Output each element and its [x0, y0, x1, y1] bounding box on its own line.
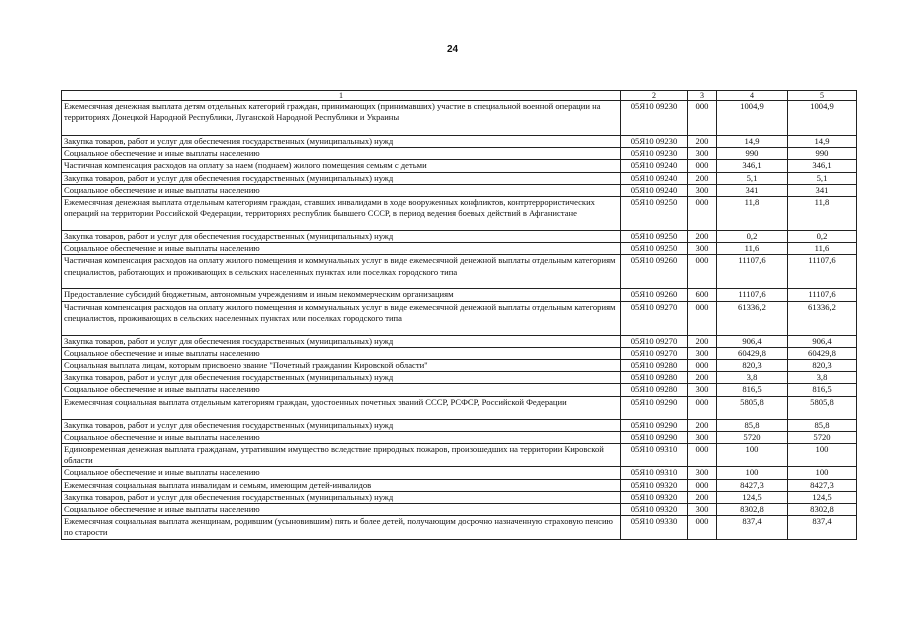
row-csr-cell: 05Я10 09260	[621, 255, 688, 289]
column-header-vr: 3	[688, 91, 717, 101]
table-row	[62, 160, 857, 172]
row-amount-2-cell: 8302,8	[788, 504, 857, 516]
row-amount-2-cell: 341	[788, 184, 857, 196]
row-name-cell: Социальное обеспечение и иные выплаты населению	[62, 431, 621, 443]
row-amount-2-cell: 820,3	[788, 360, 857, 372]
row-amount-2-cell: 100	[788, 444, 857, 467]
budget-table	[61, 90, 857, 540]
row-amount-1-cell: 816,5	[717, 384, 788, 396]
row-amount-1-cell: 100	[717, 444, 788, 467]
row-amount-1-cell: 341	[717, 184, 788, 196]
row-amount-2-cell: 61336,2	[788, 301, 857, 335]
row-csr-cell: 05Я10 09230	[621, 101, 688, 136]
row-amount-1-cell: 61336,2	[717, 301, 788, 335]
row-name-cell: Частичная компенсация расходов на оплату жилого помещения и коммунальных услуг в виде ежемесячной денежной выплаты отдельным категориям специалистов, проживающих в сельских населенных пунктах или поселках городского типа	[62, 301, 621, 335]
row-csr-cell: 05Я10 09310	[621, 444, 688, 467]
page-number: 24	[446, 44, 459, 55]
row-vr-cell: 300	[688, 504, 717, 516]
table-row	[62, 491, 857, 503]
table-row	[62, 396, 857, 419]
row-csr-cell: 05Я10 09240	[621, 184, 688, 196]
row-vr-cell: 000	[688, 360, 717, 372]
table-body	[62, 101, 857, 540]
row-vr-cell: 300	[688, 431, 717, 443]
row-csr-cell: 05Я10 09280	[621, 384, 688, 396]
row-name-cell: Социальное обеспечение и иные выплаты населению	[62, 243, 621, 255]
row-amount-1-cell: 5805,8	[717, 396, 788, 419]
row-name-cell: Закупка товаров, работ и услуг для обеспечения государственных (муниципальных) нужд	[62, 136, 621, 148]
table-row	[62, 372, 857, 384]
row-amount-1-cell: 11107,6	[717, 255, 788, 289]
row-amount-2-cell: 906,4	[788, 335, 857, 347]
row-amount-1-cell: 8302,8	[717, 504, 788, 516]
row-amount-1-cell: 5,1	[717, 172, 788, 184]
row-vr-cell: 000	[688, 160, 717, 172]
row-amount-1-cell: 60429,8	[717, 347, 788, 359]
row-vr-cell: 200	[688, 231, 717, 243]
row-amount-2-cell: 5805,8	[788, 396, 857, 419]
table-row	[62, 347, 857, 359]
row-amount-2-cell: 11107,6	[788, 289, 857, 301]
table-row	[62, 255, 857, 289]
row-amount-1-cell: 346,1	[717, 160, 788, 172]
row-vr-cell: 200	[688, 491, 717, 503]
row-amount-2-cell: 346,1	[788, 160, 857, 172]
row-name-cell: Предоставление субсидий бюджетным, автономным учреждениям и иным некоммерческим организациям	[62, 289, 621, 301]
row-name-cell: Закупка товаров, работ и услуг для обеспечения государственных (муниципальных) нужд	[62, 172, 621, 184]
row-name-cell: Социальное обеспечение и иные выплаты населению	[62, 384, 621, 396]
row-name-cell: Социальное обеспечение и иные выплаты населению	[62, 467, 621, 479]
row-amount-2-cell: 5720	[788, 431, 857, 443]
table-row	[62, 516, 857, 539]
row-csr-cell: 05Я10 09280	[621, 372, 688, 384]
table-row	[62, 197, 857, 231]
row-csr-cell: 05Я10 09310	[621, 467, 688, 479]
row-vr-cell: 300	[688, 243, 717, 255]
row-amount-1-cell: 1004,9	[717, 101, 788, 136]
row-amount-2-cell: 5,1	[788, 172, 857, 184]
table-header-row	[62, 91, 857, 101]
row-amount-1-cell: 85,8	[717, 419, 788, 431]
row-vr-cell: 300	[688, 384, 717, 396]
column-header-name: 1	[62, 91, 621, 101]
row-vr-cell: 000	[688, 396, 717, 419]
row-amount-1-cell: 5720	[717, 431, 788, 443]
row-vr-cell: 200	[688, 172, 717, 184]
table-row	[62, 431, 857, 443]
table-row	[62, 172, 857, 184]
row-csr-cell: 05Я10 09290	[621, 431, 688, 443]
row-csr-cell: 05Я10 09250	[621, 243, 688, 255]
row-vr-cell: 200	[688, 419, 717, 431]
table-row	[62, 419, 857, 431]
row-csr-cell: 05Я10 09330	[621, 516, 688, 539]
row-csr-cell: 05Я10 09280	[621, 360, 688, 372]
row-amount-2-cell: 100	[788, 467, 857, 479]
row-amount-2-cell: 1004,9	[788, 101, 857, 136]
row-amount-1-cell: 0,2	[717, 231, 788, 243]
row-csr-cell: 05Я10 09230	[621, 148, 688, 160]
row-name-cell: Закупка товаров, работ и услуг для обеспечения государственных (муниципальных) нужд	[62, 231, 621, 243]
row-name-cell: Ежемесячная социальная выплата женщинам, родившим (усыновившим) пять и более детей, получающим досрочно назначенную страховую пенсию по старости	[62, 516, 621, 539]
row-vr-cell: 600	[688, 289, 717, 301]
row-amount-2-cell: 8427,3	[788, 479, 857, 491]
row-vr-cell: 000	[688, 255, 717, 289]
row-amount-2-cell: 0,2	[788, 231, 857, 243]
row-name-cell: Социальная выплата лицам, которым присвоено звание "Почетный гражданин Кировской области"	[62, 360, 621, 372]
row-csr-cell: 05Я10 09270	[621, 301, 688, 335]
row-amount-1-cell: 3,8	[717, 372, 788, 384]
row-amount-2-cell: 85,8	[788, 419, 857, 431]
column-header-amount-1: 4	[717, 91, 788, 101]
table-row	[62, 360, 857, 372]
row-csr-cell: 05Я10 09240	[621, 172, 688, 184]
table-row	[62, 444, 857, 467]
row-name-cell: Социальное обеспечение и иные выплаты населению	[62, 148, 621, 160]
row-vr-cell: 300	[688, 467, 717, 479]
row-amount-1-cell: 100	[717, 467, 788, 479]
row-vr-cell: 000	[688, 444, 717, 467]
row-amount-2-cell: 60429,8	[788, 347, 857, 359]
row-csr-cell: 05Я10 09250	[621, 197, 688, 231]
row-name-cell: Частичная компенсация расходов на оплату жилого помещения и коммунальных услуг в виде ежемесячной денежной выплаты отдельным категориям специалистов, работающих и проживающих в сельских населенных пунктах или поселках городского типа	[62, 255, 621, 289]
table-row	[62, 384, 857, 396]
row-amount-1-cell: 124,5	[717, 491, 788, 503]
table-row	[62, 479, 857, 491]
row-csr-cell: 05Я10 09290	[621, 396, 688, 419]
row-amount-1-cell: 14,9	[717, 136, 788, 148]
row-vr-cell: 000	[688, 301, 717, 335]
column-header-csr: 2	[621, 91, 688, 101]
table-row	[62, 101, 857, 136]
row-vr-cell: 200	[688, 136, 717, 148]
row-name-cell: Единовременная денежная выплата гражданам, утратившим имущество вследствие природных пожаров, произошедших на территории Кировской области	[62, 444, 621, 467]
row-csr-cell: 05Я10 09290	[621, 419, 688, 431]
row-csr-cell: 05Я10 09230	[621, 136, 688, 148]
row-amount-2-cell: 11,8	[788, 197, 857, 231]
row-name-cell: Ежемесячная социальная выплата инвалидам и семьям, имеющим детей-инвалидов	[62, 479, 621, 491]
row-csr-cell: 05Я10 09270	[621, 347, 688, 359]
row-amount-1-cell: 8427,3	[717, 479, 788, 491]
row-name-cell: Социальное обеспечение и иные выплаты населению	[62, 504, 621, 516]
table-row	[62, 136, 857, 148]
row-name-cell: Закупка товаров, работ и услуг для обеспечения государственных (муниципальных) нужд	[62, 419, 621, 431]
row-amount-2-cell: 124,5	[788, 491, 857, 503]
row-amount-2-cell: 837,4	[788, 516, 857, 539]
row-csr-cell: 05Я10 09250	[621, 231, 688, 243]
table-row	[62, 335, 857, 347]
row-csr-cell: 05Я10 09320	[621, 504, 688, 516]
row-name-cell: Ежемесячная денежная выплата отдельным категориям граждан, ставших инвалидами в ходе вооруженных конфликтов, контртеррористических операций на территории Российской Федерации, территориях республик бывшего СССР, в период ведения боевых действий в Афганистане	[62, 197, 621, 231]
table-row	[62, 184, 857, 196]
row-name-cell: Закупка товаров, работ и услуг для обеспечения государственных (муниципальных) нужд	[62, 491, 621, 503]
row-amount-2-cell: 3,8	[788, 372, 857, 384]
table-row	[62, 231, 857, 243]
column-header-amount-2: 5	[788, 91, 857, 101]
row-amount-1-cell: 906,4	[717, 335, 788, 347]
row-csr-cell: 05Я10 09260	[621, 289, 688, 301]
row-vr-cell: 000	[688, 516, 717, 539]
row-vr-cell: 300	[688, 347, 717, 359]
row-vr-cell: 000	[688, 197, 717, 231]
row-amount-1-cell: 11,8	[717, 197, 788, 231]
row-vr-cell: 200	[688, 372, 717, 384]
row-amount-2-cell: 816,5	[788, 384, 857, 396]
row-amount-2-cell: 11107,6	[788, 255, 857, 289]
row-amount-2-cell: 990	[788, 148, 857, 160]
row-name-cell: Ежемесячная социальная выплата отдельным категориям граждан, удостоенных почетных званий СССР, РСФСР, Российской Федерации	[62, 396, 621, 419]
row-amount-1-cell: 11107,6	[717, 289, 788, 301]
table-row	[62, 467, 857, 479]
row-name-cell: Закупка товаров, работ и услуг для обеспечения государственных (муниципальных) нужд	[62, 372, 621, 384]
row-vr-cell: 000	[688, 479, 717, 491]
table-row	[62, 301, 857, 335]
row-name-cell: Социальное обеспечение и иные выплаты населению	[62, 184, 621, 196]
row-vr-cell: 300	[688, 184, 717, 196]
table-row	[62, 243, 857, 255]
row-name-cell: Ежемесячная денежная выплата детям отдельных категорий граждан, принимающих (принимавших) участие в специальной военной операции на территориях Донецкой Народной Республики, Луганской Народной Республики и Украины	[62, 101, 621, 136]
row-name-cell: Закупка товаров, работ и услуг для обеспечения государственных (муниципальных) нужд	[62, 335, 621, 347]
row-name-cell: Частичная компенсация расходов на оплату за наем (поднаем) жилого помещения семьям с детьми	[62, 160, 621, 172]
row-vr-cell: 300	[688, 148, 717, 160]
table-row	[62, 289, 857, 301]
row-amount-1-cell: 837,4	[717, 516, 788, 539]
row-vr-cell: 000	[688, 101, 717, 136]
row-csr-cell: 05Я10 09240	[621, 160, 688, 172]
table-row	[62, 148, 857, 160]
row-csr-cell: 05Я10 09320	[621, 491, 688, 503]
row-amount-2-cell: 14,9	[788, 136, 857, 148]
row-name-cell: Социальное обеспечение и иные выплаты населению	[62, 347, 621, 359]
row-amount-1-cell: 820,3	[717, 360, 788, 372]
row-amount-1-cell: 990	[717, 148, 788, 160]
row-csr-cell: 05Я10 09320	[621, 479, 688, 491]
table-row	[62, 504, 857, 516]
row-csr-cell: 05Я10 09270	[621, 335, 688, 347]
row-vr-cell: 200	[688, 335, 717, 347]
row-amount-1-cell: 11,6	[717, 243, 788, 255]
row-amount-2-cell: 11,6	[788, 243, 857, 255]
